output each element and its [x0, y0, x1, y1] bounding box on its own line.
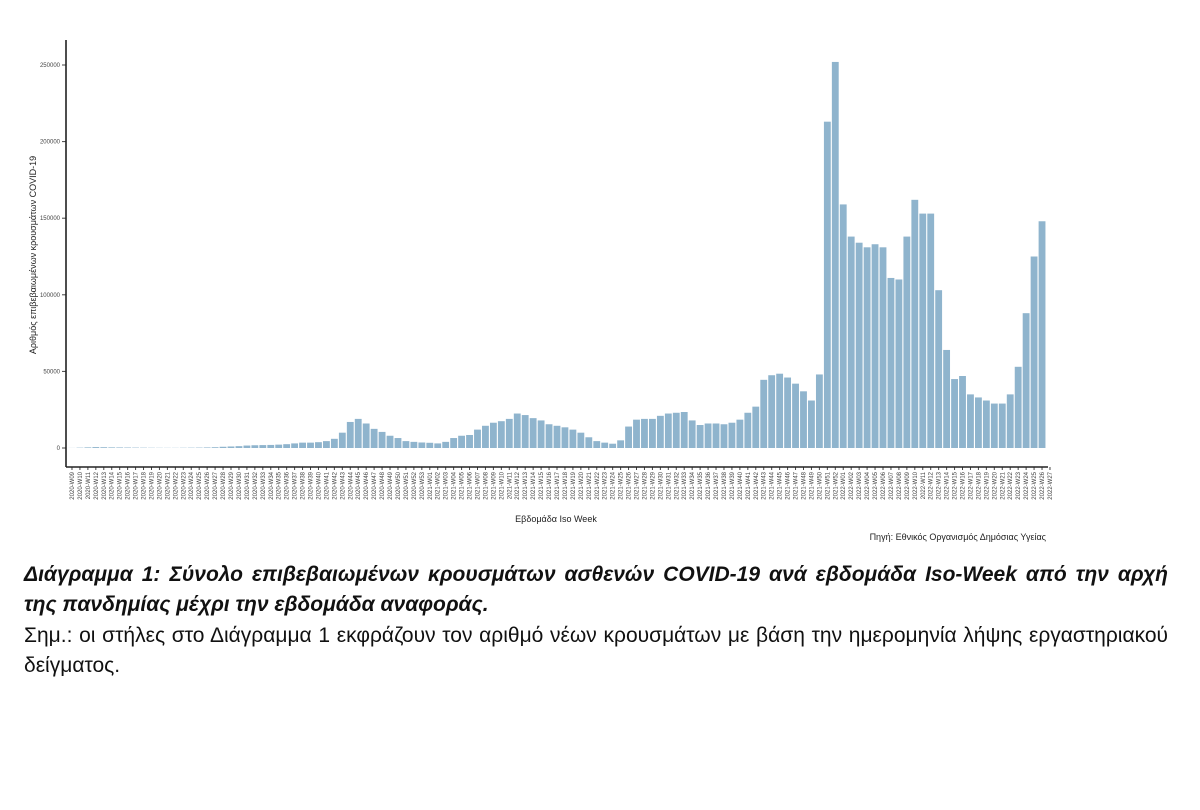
bar-2021-W24 — [609, 444, 616, 448]
x-tick-label: 2020-W53 — [419, 472, 426, 500]
bar-2021-W09 — [490, 423, 497, 448]
x-tick-label: 2021-W18 — [562, 472, 569, 500]
figure-caption — [24, 560, 1168, 682]
x-tick-label: 2020-W15 — [117, 472, 124, 500]
x-tick-label: 2020-W17 — [133, 472, 140, 500]
x-tick-label: 2021-W42 — [753, 472, 760, 500]
x-tick-label: 2021-W35 — [698, 472, 705, 500]
bar-2022-W02 — [848, 237, 855, 448]
y-tick-label: 50000 — [43, 369, 60, 376]
x-axis-title: Εβδομάδα Iso Week — [515, 514, 597, 524]
bar-2020-W49 — [387, 436, 394, 448]
bar-2021-W26 — [625, 427, 632, 448]
x-tick-label: 2021-W24 — [610, 472, 617, 500]
bar-2022-W05 — [872, 244, 879, 448]
x-tick-label: 2021-W17 — [555, 472, 561, 500]
x-tick-label: 2022-W24 — [1024, 472, 1031, 500]
y-axis-ticks — [40, 63, 66, 452]
bar-2021-W48 — [800, 391, 807, 448]
x-tick-label: 2020-W37 — [292, 472, 299, 500]
x-tick-label: 2021-W46 — [785, 472, 792, 500]
x-tick-label: 2020-W48 — [380, 472, 387, 500]
bar-2021-W12 — [514, 414, 521, 448]
bar-2022-W07 — [888, 278, 895, 448]
x-tick-label: 2021-W21 — [586, 472, 593, 500]
bar-2021-W34 — [689, 420, 696, 448]
bar-2021-W10 — [498, 421, 505, 448]
x-tick-label: 2022-W08 — [896, 472, 903, 500]
x-tick-label: 2020-W33 — [260, 472, 267, 500]
x-tick-label: 2021-W48 — [801, 472, 808, 500]
x-tick-label: 2020-W52 — [411, 472, 418, 500]
bar-2021-W23 — [601, 443, 608, 448]
x-tick-label: 2021-W13 — [523, 472, 530, 500]
bar-2022-W15 — [951, 379, 958, 448]
bar-2020-W11 — [84, 447, 91, 448]
bar-2021-W28 — [641, 419, 648, 448]
bar-2020-W41 — [323, 441, 330, 448]
bar-2020-W28 — [220, 447, 227, 448]
bar-2021-W37 — [713, 423, 720, 448]
x-tick-label: 2022-W04 — [865, 472, 872, 500]
bar-2021-W15 — [538, 420, 545, 448]
x-tick-label: 2021-W11 — [507, 472, 514, 500]
x-tick-label: 2022-W19 — [984, 472, 991, 500]
x-tick-label: 2021-W51 — [825, 472, 832, 500]
bar-2021-W27 — [633, 420, 640, 448]
bar-2022-W13 — [935, 290, 942, 448]
x-tick-label: 2020-W40 — [316, 472, 323, 500]
x-tick-label: 2021-W07 — [475, 472, 482, 500]
x-tick-label: 2020-W45 — [356, 472, 363, 500]
bar-2021-W07 — [474, 430, 481, 448]
x-tick-label: 2020-W35 — [276, 472, 283, 500]
x-tick-label: 2021-W06 — [467, 472, 474, 500]
bar-2021-W43 — [760, 380, 767, 448]
bar-2021-W17 — [554, 426, 561, 448]
bar-2021-W36 — [705, 423, 712, 448]
x-tick-label: 2021-W02 — [435, 472, 442, 500]
bars-group — [69, 62, 1046, 448]
x-tick-label: 2021-W50 — [817, 472, 824, 500]
y-tick-label: 150000 — [39, 216, 60, 223]
x-tick-label: 2022-W03 — [857, 472, 864, 500]
x-tick-label: 2022-W07 — [888, 472, 895, 500]
x-tick-label: 2020-W42 — [332, 472, 339, 500]
x-tick-label: 2022-W27 — [1047, 472, 1054, 500]
x-tick-label: 2021-W09 — [491, 472, 498, 500]
bar-2021-W14 — [530, 418, 537, 448]
bar-2022-W26 — [1039, 221, 1046, 448]
x-tick-label: 2020-W23 — [181, 472, 188, 500]
bar-2020-W45 — [355, 419, 362, 448]
bar-2022-W04 — [864, 247, 871, 448]
bar-2021-W16 — [546, 424, 553, 448]
x-tick-label: 2020-W09 — [69, 472, 76, 500]
bar-2022-W10 — [911, 200, 918, 448]
x-tick-label: 2020-W32 — [252, 472, 259, 500]
x-tick-label: 2021-W38 — [721, 472, 728, 500]
x-tick-label: 2020-W46 — [364, 472, 371, 500]
bar-2021-W52 — [832, 62, 839, 448]
bar-2020-W30 — [236, 446, 243, 448]
bar-2021-W50 — [816, 374, 823, 448]
bar-2021-W04 — [450, 438, 457, 448]
x-tick-label: 2022-W16 — [960, 472, 967, 500]
x-tick-label: 2020-W11 — [85, 472, 92, 500]
x-tick-label: 2020-W28 — [221, 472, 228, 500]
x-axis-ticks — [70, 467, 1054, 500]
bar-2020-W37 — [291, 443, 298, 448]
bar-2020-W38 — [299, 443, 306, 448]
bar-2021-W40 — [736, 420, 743, 448]
x-tick-label: 2022-W26 — [1040, 472, 1047, 500]
x-tick-label: 2020-W44 — [348, 472, 355, 500]
bar-2022-W03 — [856, 243, 863, 448]
bar-2021-W30 — [657, 416, 664, 448]
bar-2020-W44 — [347, 422, 354, 448]
x-tick-label: 2022-W23 — [1016, 472, 1023, 500]
x-tick-label: 2020-W14 — [109, 472, 116, 500]
x-tick-label: 2022-W20 — [992, 472, 999, 500]
bar-2021-W25 — [617, 440, 624, 448]
x-tick-label: 2020-W50 — [395, 472, 402, 500]
bar-2020-W15 — [116, 447, 123, 448]
x-tick-label: 2021-W33 — [682, 472, 689, 500]
x-tick-label: 2021-W20 — [578, 472, 585, 500]
x-tick-label: 2020-W30 — [236, 472, 243, 500]
x-tick-label: 2021-W49 — [809, 472, 816, 500]
bar-2021-W45 — [776, 374, 783, 448]
bar-2020-W35 — [275, 445, 282, 448]
x-tick-label: 2021-W14 — [531, 472, 538, 500]
bar-2021-W46 — [784, 378, 791, 448]
x-tick-label: 2020-W13 — [101, 472, 108, 500]
bar-2020-W29 — [228, 446, 235, 448]
x-tick-label: 2021-W23 — [602, 472, 609, 500]
bar-2021-W18 — [562, 427, 569, 448]
bar-2020-W42 — [331, 439, 338, 448]
x-tick-label: 2021-W26 — [626, 472, 633, 500]
bar-2021-W39 — [729, 423, 736, 448]
bar-2021-W05 — [458, 436, 465, 448]
bar-2020-W52 — [410, 442, 417, 448]
bar-2021-W44 — [768, 375, 775, 448]
x-tick-label: 2021-W01 — [427, 472, 434, 500]
x-tick-label: 2021-W12 — [515, 472, 522, 500]
x-tick-label: 2021-W37 — [714, 472, 721, 500]
x-tick-label: 2021-W36 — [706, 472, 713, 500]
x-tick-label: 2021-W29 — [650, 472, 657, 500]
y-tick-label: 0 — [56, 446, 60, 452]
bar-2021-W41 — [744, 413, 751, 448]
x-tick-label: 2020-W16 — [125, 472, 132, 500]
x-tick-label: 2022-W21 — [1000, 472, 1007, 500]
bar-2022-W06 — [880, 247, 887, 448]
x-tick-label: 2020-W43 — [340, 472, 347, 500]
x-tick-label: 2020-W34 — [268, 472, 275, 500]
x-tick-label: 2020-W20 — [157, 472, 164, 500]
bar-2021-W03 — [442, 442, 449, 448]
y-axis-title: Αριθμός επιβεβαιωμένων κρουσμάτων COVID-19 — [28, 155, 38, 355]
x-tick-label: 2020-W29 — [229, 472, 235, 500]
x-tick-label: 2022-W06 — [881, 472, 887, 500]
bar-2022-W17 — [967, 394, 974, 448]
bar-2020-W47 — [371, 429, 378, 448]
bar-2020-W27 — [212, 447, 219, 448]
bar-2021-W13 — [522, 415, 529, 448]
x-tick-label: 2021-W04 — [451, 472, 458, 500]
x-tick-label: 2020-W12 — [93, 472, 100, 500]
x-tick-label: 2022-W18 — [976, 472, 983, 500]
x-tick-label: 2021-W40 — [737, 472, 744, 500]
bar-2020-W51 — [403, 441, 410, 448]
x-tick-label: 2020-W39 — [308, 472, 315, 500]
x-tick-label: 2021-W05 — [459, 472, 466, 500]
x-tick-label: 2022-W22 — [1008, 472, 1015, 500]
bar-2022-W25 — [1031, 257, 1038, 449]
x-tick-label: 2020-W19 — [149, 472, 156, 500]
y-tick-label: 250000 — [39, 63, 60, 69]
bar-2022-W14 — [943, 350, 950, 448]
x-tick-label: 2022-W11 — [920, 472, 927, 500]
x-tick-label: 2021-W08 — [483, 472, 490, 500]
bar-2021-W31 — [665, 414, 672, 448]
bar-2021-W51 — [824, 122, 831, 448]
bar-2021-W11 — [506, 419, 513, 448]
x-tick-label: 2021-W16 — [547, 472, 554, 500]
x-tick-label: 2022-W02 — [849, 472, 856, 500]
bar-2022-W08 — [895, 279, 902, 448]
bar-2022-W01 — [840, 204, 847, 448]
bar-2020-W46 — [363, 423, 370, 448]
bar-2020-W31 — [243, 446, 250, 448]
x-tick-label: 2020-W47 — [372, 472, 379, 500]
x-tick-label: 2021-W45 — [777, 472, 784, 500]
x-tick-label: 2021-W39 — [729, 472, 736, 500]
bar-2022-W18 — [975, 397, 982, 448]
bar-2020-W26 — [204, 447, 211, 448]
x-tick-label: 2021-W34 — [690, 472, 697, 500]
x-tick-label: 2020-W38 — [300, 472, 307, 500]
x-tick-label: 2021-W19 — [570, 472, 577, 500]
bar-2020-W53 — [418, 442, 425, 448]
x-tick-label: 2021-W27 — [634, 472, 641, 500]
x-tick-label: 2020-W26 — [205, 472, 212, 500]
bar-2020-W32 — [251, 445, 258, 448]
x-tick-label: 2021-W28 — [642, 472, 649, 500]
x-tick-label: 2022-W13 — [936, 472, 943, 500]
x-tick-label: 2021-W41 — [745, 472, 752, 500]
bar-2020-W43 — [339, 433, 346, 448]
bar-2021-W42 — [752, 407, 759, 448]
bar-2020-W14 — [108, 447, 115, 448]
bar-2021-W35 — [697, 425, 704, 448]
x-tick-label: 2021-W15 — [539, 472, 546, 500]
x-tick-label: 2022-W12 — [928, 472, 935, 500]
x-tick-label: 2022-W25 — [1032, 472, 1039, 500]
bar-2020-W48 — [379, 432, 386, 448]
x-tick-label: 2020-W24 — [189, 472, 196, 500]
x-tick-label: 2021-W32 — [674, 472, 681, 500]
bar-2021-W01 — [426, 443, 433, 448]
x-tick-label: 2021-W47 — [793, 472, 800, 500]
x-tick-label: 2022-W14 — [944, 472, 951, 500]
bar-2021-W47 — [792, 384, 799, 448]
bar-2022-W21 — [999, 404, 1006, 448]
bar-2020-W39 — [307, 443, 314, 448]
x-tick-label: 2020-W36 — [284, 472, 291, 500]
bar-2022-W16 — [959, 376, 966, 448]
bar-2020-W50 — [395, 438, 402, 448]
bar-2022-W11 — [919, 214, 926, 448]
bar-2020-W36 — [283, 444, 290, 448]
x-tick-label: 2021-W31 — [666, 472, 673, 500]
bar-2021-W19 — [569, 430, 576, 448]
x-tick-label: 2022-W01 — [841, 472, 848, 500]
bar-2021-W08 — [482, 426, 489, 448]
x-tick-label: 2021-W10 — [499, 472, 506, 500]
bar-2021-W06 — [466, 435, 473, 448]
bar-2020-W13 — [100, 447, 107, 448]
bar-2022-W24 — [1023, 313, 1030, 448]
bar-2020-W40 — [315, 442, 322, 448]
x-tick-label: 2020-W51 — [403, 472, 410, 500]
x-tick-label: 2021-W52 — [833, 472, 840, 500]
x-tick-label: 2022-W09 — [904, 472, 911, 500]
bar-2022-W12 — [927, 214, 934, 448]
x-tick-label: 2022-W10 — [912, 472, 919, 500]
source-note: Πηγή: Εθνικός Οργανισμός Δημόσιας Υγείας — [869, 532, 1046, 542]
bar-2022-W09 — [903, 237, 910, 448]
bar-2020-W34 — [267, 445, 274, 448]
bar-2021-W20 — [577, 433, 584, 448]
x-tick-label: 2021-W30 — [658, 472, 665, 500]
bar-2021-W38 — [721, 424, 728, 448]
x-tick-label: 2020-W41 — [324, 472, 331, 500]
x-tick-label: 2020-W49 — [388, 472, 395, 500]
bar-2020-W33 — [259, 445, 266, 448]
bar-2021-W02 — [434, 443, 441, 448]
bar-2021-W32 — [673, 413, 680, 448]
bar-2020-W12 — [92, 447, 99, 448]
x-tick-label: 2021-W44 — [769, 472, 776, 500]
x-tick-label: 2022-W17 — [968, 472, 975, 500]
x-tick-label: 2020-W18 — [141, 472, 148, 500]
bar-2022-W19 — [983, 401, 990, 448]
bar-2022-W22 — [1007, 394, 1014, 448]
x-tick-label: 2020-W10 — [77, 472, 84, 500]
x-tick-label: 2021-W22 — [594, 472, 601, 500]
x-tick-label: 2020-W22 — [173, 472, 180, 500]
x-tick-label: 2022-W05 — [873, 472, 880, 500]
bar-2021-W29 — [649, 419, 656, 448]
x-tick-label: 2021-W43 — [761, 472, 768, 500]
bar-2021-W21 — [585, 437, 592, 448]
bar-2022-W20 — [991, 404, 998, 448]
x-tick-label: 2021-W25 — [618, 472, 625, 500]
x-tick-label: 2022-W15 — [952, 472, 959, 500]
caption-note: Σημ.: οι στήλες στο Διάγραμμα 1 εκφράζουν τον αριθμό νέων κρουσμάτων με βάση την ημερομηνία λήψης εργαστηριακού δείγματος. — [24, 623, 1168, 678]
bar-2021-W22 — [593, 441, 600, 448]
bar-2022-W23 — [1015, 367, 1022, 448]
x-tick-label: 2020-W27 — [213, 472, 220, 500]
bar-2021-W49 — [808, 401, 815, 448]
x-tick-label: 2021-W03 — [443, 472, 450, 500]
x-tick-label: 2020-W31 — [244, 472, 251, 500]
y-tick-label: 100000 — [39, 292, 60, 299]
x-tick-label: 2020-W25 — [197, 472, 204, 500]
x-tick-label: 2020-W21 — [165, 472, 172, 500]
bar-2021-W33 — [681, 412, 688, 448]
y-tick-label: 200000 — [39, 139, 60, 146]
caption-title: Διάγραμμα 1: Σύνολο επιβεβαιωμένων κρουσμάτων ασθενών COVID-19 ανά εβδομάδα Iso-Week από την αρχή της πανδημίας μέχρι την εβδομάδα αναφοράς. — [24, 563, 1168, 617]
